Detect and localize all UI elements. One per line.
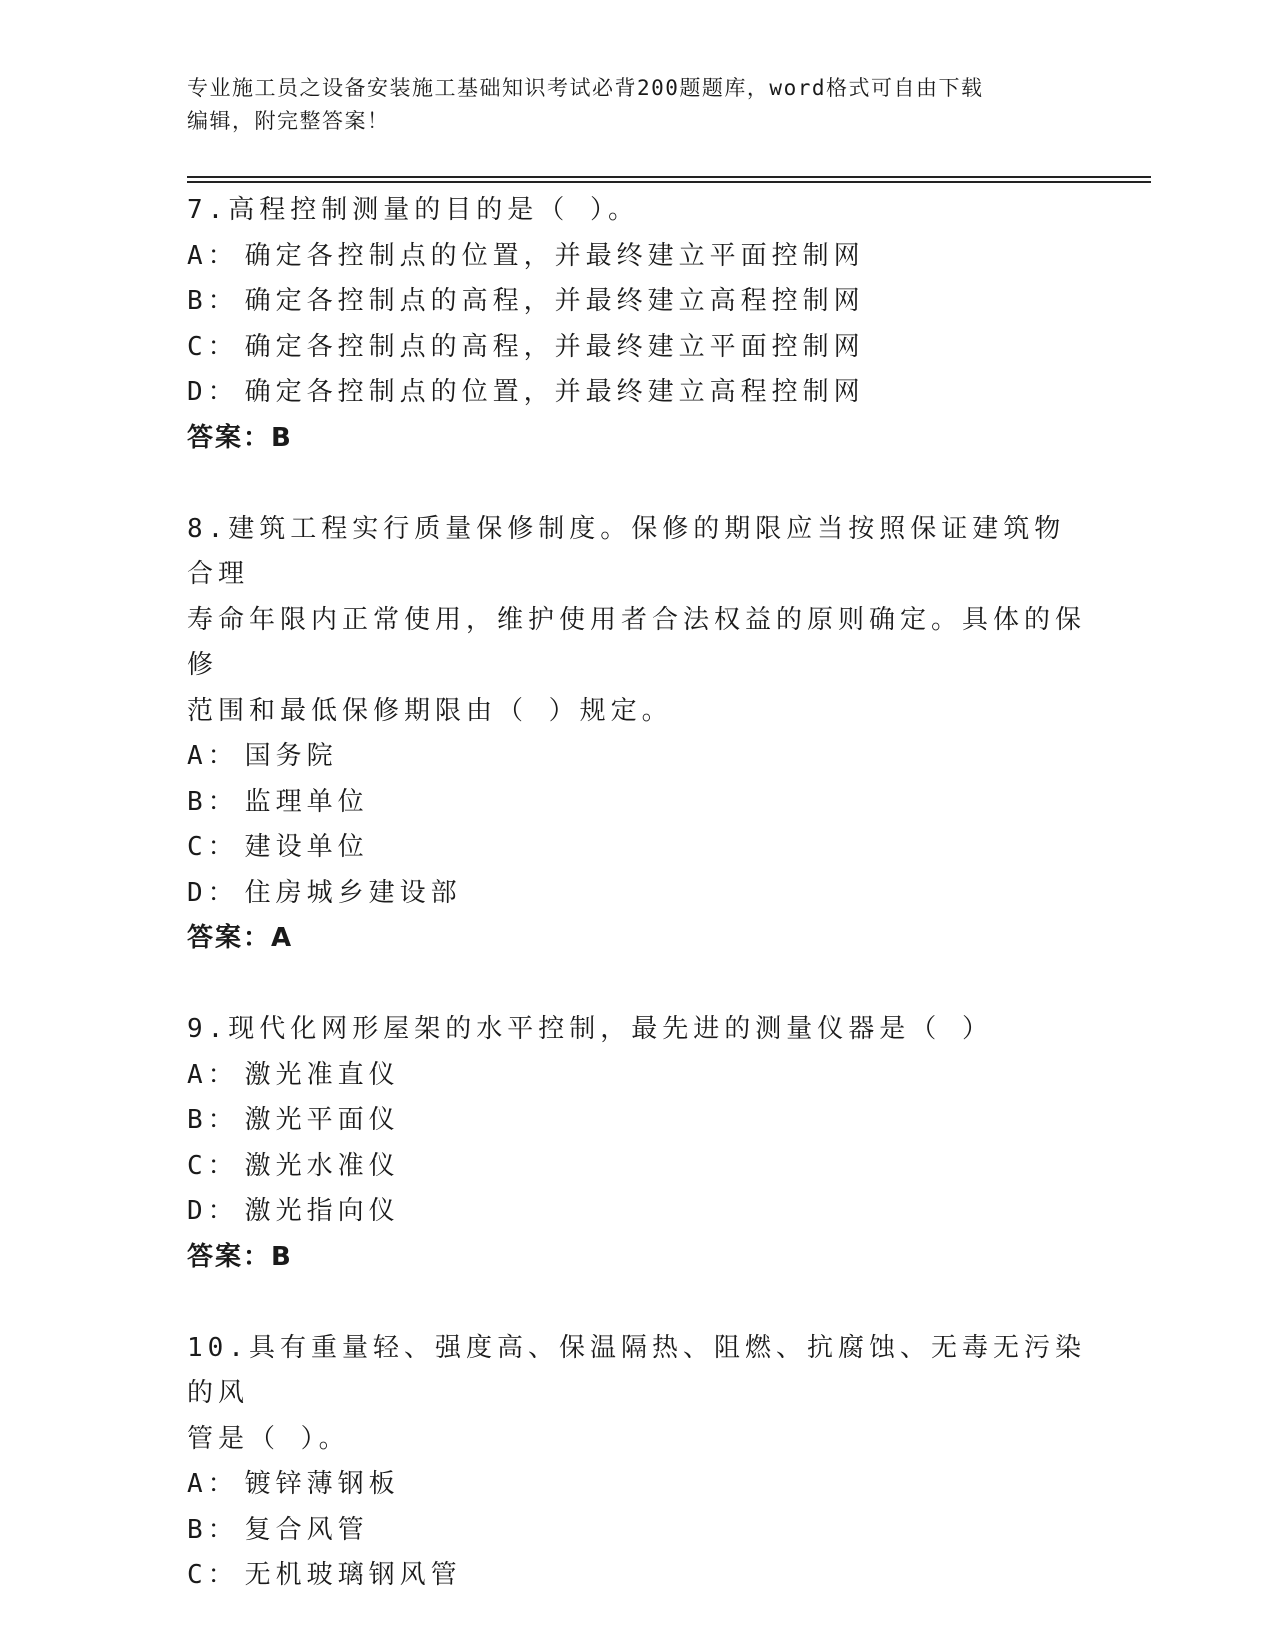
- question-10: [187, 1326, 1087, 1599]
- question-text: 9.现代化网形屋架的水平控制，最先进的测量仪器是（ ）: [187, 1014, 993, 1044]
- option-b: [187, 279, 1087, 325]
- question-9: [187, 1007, 1087, 1280]
- option-b: [187, 1098, 1087, 1144]
- option-c: [187, 825, 1087, 871]
- header-line-1: 专业施工员之设备安装施工基础知识考试必背200题题库，word格式可自由下载: [187, 76, 984, 100]
- option-letter: D：: [187, 877, 239, 908]
- question-text-line-3: 范围和最低保修期限由（ ）规定。: [187, 695, 673, 726]
- header-divider-top: [187, 176, 1151, 178]
- option-letter: B：: [187, 1514, 239, 1545]
- option-text: 确定各控制点的高程，并最终建立平面控制网: [244, 331, 865, 362]
- answer-line: 答案：B: [187, 422, 293, 453]
- option-letter: C：: [187, 1150, 239, 1181]
- option-text: 无机玻璃钢风管: [244, 1560, 462, 1590]
- option-letter: A：: [187, 1059, 239, 1090]
- option-d: [187, 871, 1087, 917]
- answer-line: 答案：B: [187, 1241, 293, 1272]
- option-c: [187, 1553, 1087, 1599]
- option-letter: C：: [187, 832, 239, 862]
- document-header: [187, 72, 1067, 138]
- option-text: 住房城乡建设部: [244, 877, 462, 908]
- question-text-line-2: 寿命年限内正常使用，维护使用者合法权益的原则确定。具体的保修: [187, 604, 1087, 680]
- option-c: [187, 1144, 1087, 1190]
- option-text: 确定各控制点的位置，并最终建立平面控制网: [244, 240, 865, 271]
- option-a: [187, 734, 1087, 780]
- option-text: 激光指向仪: [244, 1196, 400, 1226]
- question-text-line-2: 管是（ ）。: [187, 1423, 350, 1454]
- question-list: [187, 188, 1087, 1644]
- option-text: 复合风管: [244, 1514, 369, 1545]
- option-a: [187, 1053, 1087, 1099]
- question-7: [187, 188, 1087, 461]
- option-letter: A：: [187, 741, 239, 771]
- option-letter: D：: [187, 377, 239, 407]
- option-letter: C：: [187, 1560, 239, 1590]
- question-8: [187, 507, 1087, 962]
- option-d: [187, 1189, 1087, 1235]
- question-text-line-1: 8.建筑工程实行质量保修制度。保修的期限应当按照保证建筑物合理: [187, 513, 1066, 589]
- option-b: [187, 780, 1087, 826]
- option-letter: D：: [187, 1196, 239, 1226]
- question-text-line-1: 10.具有重量轻、强度高、保温隔热、阻燃、抗腐蚀、无毒无污染的风: [187, 1332, 1086, 1408]
- option-text: 国务院: [244, 741, 338, 771]
- option-letter: B：: [187, 1105, 239, 1135]
- option-letter: B：: [187, 786, 239, 817]
- option-a: [187, 1462, 1087, 1508]
- option-a: [187, 234, 1087, 280]
- question-text: 7.高程控制测量的目的是（ ）。: [187, 195, 639, 225]
- option-letter: C：: [187, 331, 239, 362]
- option-d: [187, 370, 1087, 416]
- option-letter: A：: [187, 1469, 239, 1499]
- option-text: 确定各控制点的位置，并最终建立高程控制网: [244, 377, 865, 407]
- header-line-2: 编辑，附完整答案！: [187, 109, 390, 133]
- option-c: [187, 325, 1087, 371]
- option-b: [187, 1508, 1087, 1554]
- option-text: 建设单位: [244, 832, 369, 862]
- answer-line: 答案：A: [187, 923, 294, 953]
- header-divider-bottom: [187, 181, 1151, 183]
- option-text: 激光平面仪: [244, 1105, 400, 1135]
- option-text: 镀锌薄钢板: [244, 1469, 400, 1499]
- option-text: 激光准直仪: [244, 1059, 400, 1090]
- option-text: 监理单位: [244, 786, 369, 817]
- option-text: 激光水准仪: [244, 1150, 400, 1181]
- option-letter: B：: [187, 286, 239, 316]
- option-text: 确定各控制点的高程，并最终建立高程控制网: [244, 286, 865, 316]
- option-letter: A：: [187, 240, 239, 271]
